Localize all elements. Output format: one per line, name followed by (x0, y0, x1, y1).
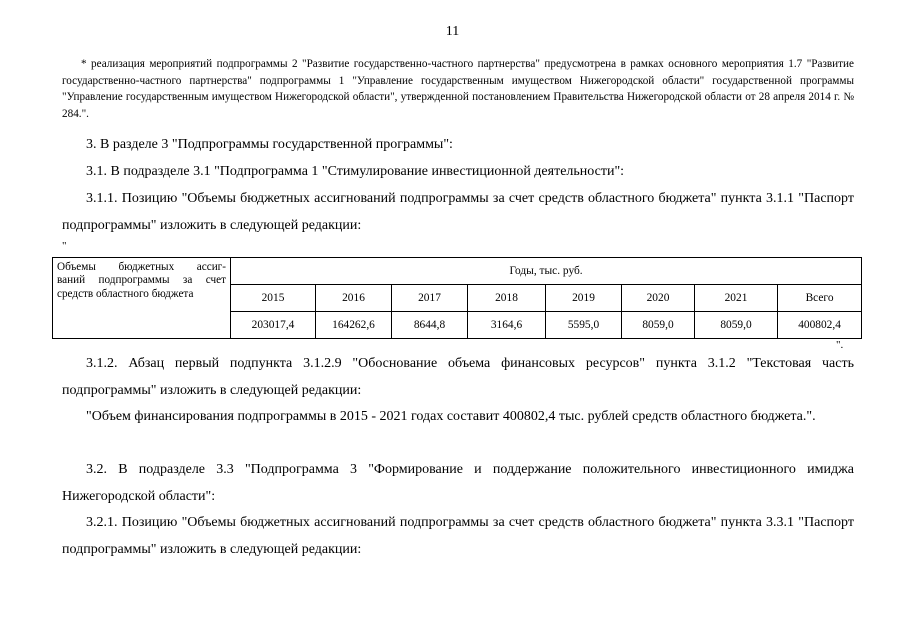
row-label-line: средств областного бюджета (57, 287, 194, 300)
value-cell: 8059,0 (695, 312, 778, 339)
paragraph-3-1-1: 3.1.1. Позицию "Объемы бюджетных ассигнований подпрограммы за счет средств областного бюджета" пункта 3.1.1 "Паспорт подпрограммы" изложить в следующей редакции: (62, 191, 854, 233)
year-cell: 2018 (468, 285, 546, 312)
total-value-cell: 400802,4 (778, 312, 862, 339)
paragraph-3-2-1: 3.2.1. Позицию "Объемы бюджетных ассигнований подпрограммы за счет средств областного бюджета" пункта 3.3.1 "Паспорт подпрограммы" изложить в следующей редакции: (62, 515, 854, 557)
paragraph-3-1: 3.1. В подразделе 3.1 "Подпрограмма 1 "Стимулирование инвестиционной деятельности": (86, 164, 625, 179)
year-cell: 2017 (392, 285, 468, 312)
page-number: 11 (445, 24, 460, 39)
value-cell: 8644,8 (392, 312, 468, 339)
year-cell: 2015 (231, 285, 316, 312)
year-cell: 2020 (622, 285, 695, 312)
table-header-years: Годы, тыс. руб. (231, 258, 862, 285)
paragraph-quoted-financing: "Объем финансирования подпрограммы в 2015 - 2021 годах составит 400802,4 тыс. рублей средств областного бюджета.". (86, 409, 816, 424)
total-header-cell: Всего (778, 285, 862, 312)
value-cell: 3164,6 (468, 312, 546, 339)
paragraph-section-3: 3. В разделе 3 "Подпрограммы государственной программы": (86, 137, 453, 152)
table-row-label (53, 258, 231, 339)
row-label-line: Объемы бюджетных ассиг- (57, 261, 226, 273)
value-cell: 164262,6 (316, 312, 392, 339)
closing-quote: ". (836, 339, 844, 351)
value-cell: 203017,4 (231, 312, 316, 339)
value-cell: 5595,0 (546, 312, 622, 339)
value-cell: 8059,0 (622, 312, 695, 339)
paragraph-3-1-2: 3.1.2. Абзац первый подпункта 3.1.2.9 "Обоснование объема финансовых ресурсов" пункта 3.1.2 "Текстовая часть подпрограммы" изложить в следующей редакции: (62, 356, 854, 398)
year-cell: 2021 (695, 285, 778, 312)
year-cell: 2019 (546, 285, 622, 312)
opening-quote: " (62, 240, 67, 252)
year-cell: 2016 (316, 285, 392, 312)
budget-table (52, 257, 862, 339)
row-label-line: ваний подпрограммы за счет (57, 274, 226, 287)
paragraph-3-2: 3.2. В подразделе 3.3 "Подпрограмма 3 "Формирование и поддержание положительного инвестиционного имиджа Нижегородской области": (62, 462, 854, 504)
footnote: * реализация мероприятий подпрограммы 2 "Развитие государственно-частного партнерства" предусмотрена в рамках основного мероприятия 1.7 "Развитие государственно-частного партнерства" подпрограммы 1 "Управление государственным имуществом Нижегородской области" государственной программы "Управление государственным имуществом Нижегородской области", утвержденной постановлением Правительства Нижегородской области от 28 апреля 2014 г. № 284.". (62, 58, 854, 120)
